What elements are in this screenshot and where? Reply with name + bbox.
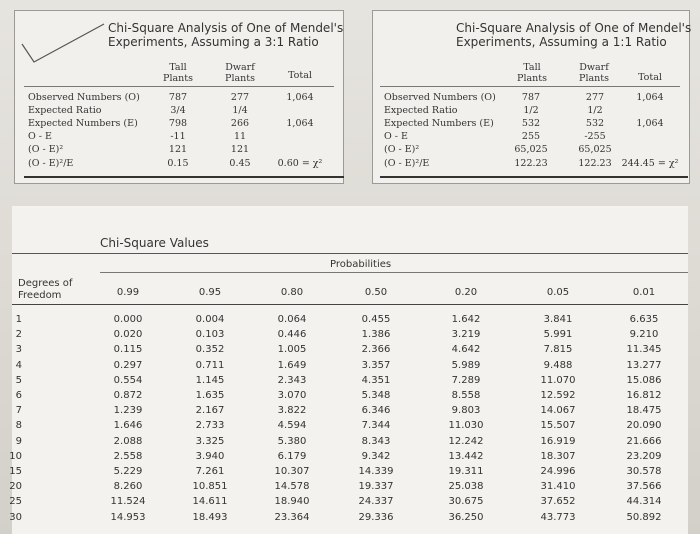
dwarf-value: 277 <box>585 92 605 103</box>
chi-square-value: 14.339 <box>358 466 394 477</box>
total-value: 0.60 = χ² <box>277 158 323 169</box>
chi-square-value: 10.851 <box>192 481 228 493</box>
chi-square-value: 0.455 <box>361 314 391 325</box>
chi-square-value: 1.646 <box>113 420 143 432</box>
chi-square-value: 5.229 <box>113 466 143 477</box>
dwarf-value: 532 <box>585 118 605 129</box>
chi-square-value: 1.649 <box>277 359 307 371</box>
degrees-of-freedom-value: 1 <box>15 314 22 325</box>
chi-square-value: 6.346 <box>361 405 391 417</box>
dwarf-value: 0.45 <box>229 158 251 169</box>
chi-square-value: 19.337 <box>358 481 394 493</box>
tall-value: 787 <box>521 92 541 103</box>
chi-square-value: 5.991 <box>543 329 573 341</box>
chi-square-value: 8.260 <box>113 481 143 493</box>
total-value: 1,064 <box>286 92 314 103</box>
degrees-of-freedom-label <box>18 278 72 302</box>
chi-square-value: 9.488 <box>543 359 573 371</box>
chi-square-value: 1.005 <box>277 344 307 356</box>
chi-square-value: 13.442 <box>448 450 484 462</box>
row-label: Expected Ratio <box>384 105 458 116</box>
total-value: 1,064 <box>636 92 664 103</box>
tall-value: 3/4 <box>170 105 186 116</box>
right-col-tall: Tall Plants <box>517 62 547 84</box>
chi-square-value: 3.325 <box>195 435 225 447</box>
chi-table-title: Chi-Square Values <box>100 236 209 250</box>
checkmark-icon <box>20 18 106 64</box>
dwarf-value: 122.23 <box>578 158 612 169</box>
row-label: (O - E)²/E <box>384 158 430 169</box>
chi-square-value: 37.566 <box>626 481 662 493</box>
chi-square-value: 7.261 <box>195 466 225 477</box>
degrees-of-freedom-value: 2 <box>15 329 22 341</box>
chi-square-value: 18.940 <box>274 496 310 508</box>
chi-square-value: 0.711 <box>195 359 225 371</box>
chi-square-value: 14.953 <box>110 511 146 523</box>
chi-square-value: 18.475 <box>626 405 662 417</box>
chi-square-value: 43.773 <box>540 511 576 523</box>
chi-square-value: 9.210 <box>629 329 659 341</box>
chi-square-value: 0.103 <box>195 329 225 341</box>
row-label: Expected Numbers (E) <box>384 118 494 129</box>
chi-square-value: 3.841 <box>543 314 573 325</box>
chi-square-value: 3.070 <box>277 390 307 401</box>
chi-square-value: 11.030 <box>448 420 484 432</box>
chi-square-value: 50.892 <box>626 511 662 523</box>
chi-square-value: 36.250 <box>448 511 484 523</box>
right-title-line2: Experiments, Assuming a 1:1 Ratio <box>456 35 667 49</box>
chi-square-value: 7.344 <box>361 420 391 432</box>
right-title-line1: Chi-Square Analysis of One of Mendel's <box>456 21 692 35</box>
chi-square-value: 30.675 <box>448 496 484 508</box>
degrees-of-freedom-value: 3 <box>15 344 22 356</box>
dof-line2: Freedom <box>18 290 62 301</box>
degrees-of-freedom-value: 9 <box>15 435 22 447</box>
left-header-rule <box>24 86 334 87</box>
chi-square-value: 6.179 <box>277 450 307 462</box>
chi-square-value: 7.815 <box>543 344 573 356</box>
chi-square-value: 3.357 <box>361 359 391 371</box>
row-label: O - E <box>384 131 408 142</box>
total-value: 244.45 = χ² <box>621 158 679 169</box>
right-header-rule <box>380 86 680 87</box>
degrees-of-freedom-value: 30 <box>9 511 22 523</box>
chi-square-value: 6.635 <box>629 314 659 325</box>
dwarf-value: 11 <box>233 131 247 142</box>
chi-square-value: 1.386 <box>361 329 391 341</box>
chi-square-value: 7.289 <box>451 374 481 386</box>
chi-square-value: 18.493 <box>192 511 228 523</box>
chi-square-value: 20.090 <box>626 420 662 432</box>
left-col-dwarf: Dwarf Plants <box>225 62 255 84</box>
dwarf-value: 121 <box>230 144 250 155</box>
chi-square-value: 11.524 <box>110 496 146 508</box>
chi-square-value: 12.242 <box>448 435 484 447</box>
chi-square-value: 5.380 <box>277 435 307 447</box>
chi-square-value: 2.366 <box>361 344 391 356</box>
left-title-line1: Chi-Square Analysis of One of Mendel's <box>108 21 344 35</box>
chi-square-value: 2.343 <box>277 374 307 386</box>
row-label: Observed Numbers (O) <box>384 92 496 103</box>
left-title-line2: Experiments, Assuming a 3:1 Ratio <box>108 35 319 49</box>
dwarf-value: -255 <box>584 131 606 142</box>
chi-square-value: 16.812 <box>626 390 662 401</box>
tall-value: 0.15 <box>167 158 189 169</box>
chi-square-value: 1.642 <box>451 314 481 325</box>
chi-square-value: 0.064 <box>277 314 307 325</box>
chi-square-value: 3.940 <box>195 450 225 462</box>
tall-value: 798 <box>168 118 188 129</box>
right-col-dwarf: Dwarf Plants <box>579 62 609 84</box>
chi-square-value: 0.872 <box>113 390 143 401</box>
tall-value: 255 <box>521 131 541 142</box>
chi-square-value: 0.352 <box>195 344 225 356</box>
chi-square-value: 3.822 <box>277 405 307 417</box>
chi-square-value: 0.020 <box>113 329 143 341</box>
chi-square-value: 31.410 <box>540 481 576 493</box>
chi-square-value: 0.004 <box>195 314 225 325</box>
chi-square-value: 11.070 <box>540 374 576 386</box>
row-label: Expected Numbers (E) <box>28 118 138 129</box>
chi-square-value: 4.594 <box>277 420 307 432</box>
chi-square-value: 13.277 <box>626 359 662 371</box>
tall-value: 65,025 <box>514 144 548 155</box>
chi-square-value: 0.446 <box>277 329 307 341</box>
tall-value: 532 <box>521 118 541 129</box>
chi-square-value: 29.336 <box>358 511 394 523</box>
degrees-of-freedom-value: 7 <box>15 405 22 417</box>
chi-square-value: 10.307 <box>274 466 310 477</box>
degrees-of-freedom-value: 10 <box>9 450 22 462</box>
chi-square-value: 1.145 <box>195 374 225 386</box>
chi-square-value: 3.219 <box>451 329 481 341</box>
chi-square-value: 11.345 <box>626 344 662 356</box>
probability-column-header: 0.95 <box>198 287 222 298</box>
degrees-of-freedom-value: 5 <box>15 374 22 386</box>
probability-column-header: 0.20 <box>454 287 478 298</box>
chi-square-value: 14.067 <box>540 405 576 417</box>
probabilities-rule <box>100 272 688 273</box>
chi-square-value: 2.167 <box>195 405 225 417</box>
chi-square-value: 8.343 <box>361 435 391 447</box>
chi-square-value: 37.652 <box>540 496 576 508</box>
chi-square-value: 30.578 <box>626 466 662 477</box>
chi-square-value: 0.000 <box>113 314 143 325</box>
chi-square-value: 1.239 <box>113 405 143 417</box>
chi-square-value: 4.351 <box>361 374 391 386</box>
chi-square-value: 2.558 <box>113 450 143 462</box>
degrees-of-freedom-value: 8 <box>15 420 22 432</box>
row-label: O - E <box>28 131 52 142</box>
tall-value: 122.23 <box>514 158 548 169</box>
chi-square-value: 5.348 <box>361 390 391 401</box>
row-label: (O - E)² <box>384 144 420 155</box>
chi-square-value: 23.364 <box>274 511 310 523</box>
left-col-tall: Tall Plants <box>163 62 193 84</box>
probability-column-header: 0.01 <box>632 287 656 298</box>
chi-square-value: 9.342 <box>361 450 391 462</box>
chi-square-value: 5.989 <box>451 359 481 371</box>
chi-square-value: 0.115 <box>113 344 143 356</box>
total-value: 1,064 <box>286 118 314 129</box>
right-bottom-rule <box>380 176 688 178</box>
row-label: Observed Numbers (O) <box>28 92 140 103</box>
chi-square-value: 23.209 <box>626 450 662 462</box>
chi-square-value: 18.307 <box>540 450 576 462</box>
chi-square-value: 2.088 <box>113 435 143 447</box>
dwarf-value: 1/2 <box>587 105 603 116</box>
degrees-of-freedom-value: 4 <box>15 359 22 371</box>
tall-value: 1/2 <box>523 105 539 116</box>
chi-header-rule <box>12 304 688 305</box>
chi-square-value: 15.507 <box>540 420 576 432</box>
probability-column-header: 0.80 <box>280 287 304 298</box>
chi-square-value: 14.578 <box>274 481 310 493</box>
chi-square-value: 0.554 <box>113 374 143 386</box>
chi-square-value: 12.592 <box>540 390 576 401</box>
probability-column-header: 0.99 <box>116 287 140 298</box>
dwarf-value: 65,025 <box>578 144 612 155</box>
tall-value: -11 <box>170 131 186 142</box>
probabilities-label: Probabilities <box>330 259 392 270</box>
right-col-total: Total <box>638 72 662 83</box>
left-bottom-rule <box>24 176 344 178</box>
tall-value: 121 <box>168 144 188 155</box>
degrees-of-freedom-value: 15 <box>9 466 22 477</box>
chi-square-value: 24.337 <box>358 496 394 508</box>
chi-title-rule <box>12 253 688 254</box>
chi-square-value: 24.996 <box>540 466 576 477</box>
chi-square-value: 1.635 <box>195 390 225 401</box>
dof-line1: Degrees of <box>18 278 73 289</box>
tall-value: 787 <box>168 92 188 103</box>
probability-column-header: 0.05 <box>546 287 570 298</box>
chi-square-value: 14.611 <box>192 496 228 508</box>
degrees-of-freedom-value: 20 <box>9 481 22 493</box>
chi-square-value: 4.642 <box>451 344 481 356</box>
chi-square-value: 8.558 <box>451 390 481 401</box>
total-value: 1,064 <box>636 118 664 129</box>
row-label: (O - E)² <box>28 144 64 155</box>
chi-square-value: 44.314 <box>626 496 662 508</box>
chi-square-value: 21.666 <box>626 435 662 447</box>
row-label: Expected Ratio <box>28 105 102 116</box>
chi-square-value: 16.919 <box>540 435 576 447</box>
chi-square-value: 19.311 <box>448 466 484 477</box>
chi-square-value: 25.038 <box>448 481 484 493</box>
chi-square-value: 9.803 <box>451 405 481 417</box>
dwarf-value: 266 <box>230 118 250 129</box>
chi-square-value: 15.086 <box>626 374 662 386</box>
probability-column-header: 0.50 <box>364 287 388 298</box>
row-label: (O - E)²/E <box>28 158 74 169</box>
dwarf-value: 1/4 <box>232 105 248 116</box>
chi-square-value: 0.297 <box>113 359 143 371</box>
dwarf-value: 277 <box>230 92 250 103</box>
degrees-of-freedom-value: 6 <box>15 390 22 401</box>
degrees-of-freedom-value: 25 <box>9 496 22 508</box>
chi-square-value: 2.733 <box>195 420 225 432</box>
left-col-total: Total <box>288 70 312 81</box>
